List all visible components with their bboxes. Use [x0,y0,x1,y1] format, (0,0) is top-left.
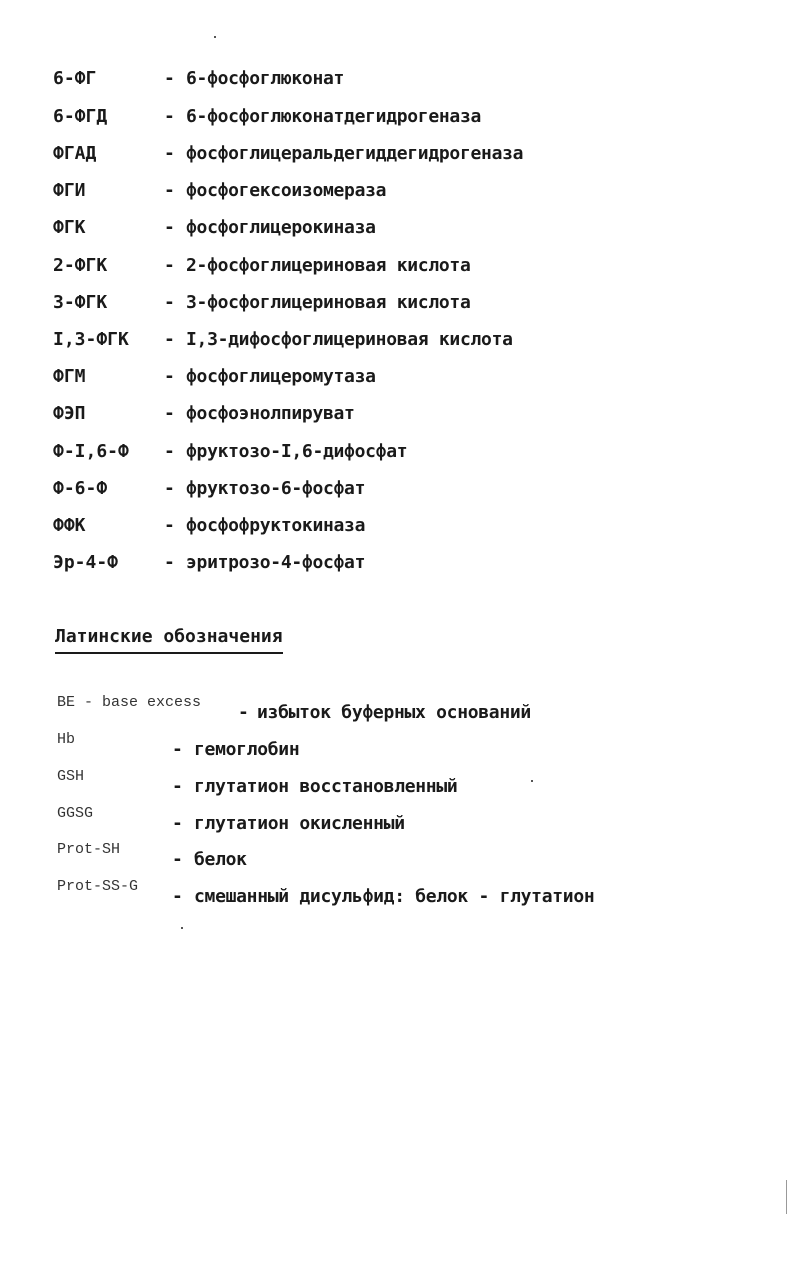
abbreviation-meaning: фруктозо-I,6-дифосфат [186,441,408,462]
separator-dash: - [164,68,175,89]
latin-abbreviation-row [0,803,760,839]
abbreviation: ФЭП [53,403,86,424]
scan-speck [531,780,533,782]
latin-abbreviation-row [0,876,760,912]
latin-abbreviation-meaning: белок [194,849,247,870]
latin-abbreviation-meaning: глутатион окисленный [194,813,405,834]
abbreviation-row [0,399,760,433]
abbreviation-row [0,288,760,322]
latin-abbreviation-meaning: избыток буферных оснований [257,702,531,723]
abbreviation-meaning: фосфогексоизомераза [186,180,387,201]
latin-abbreviation-meaning: глутатион восстановленный [194,776,458,797]
abbreviation-meaning: фосфоглицеромутаза [186,366,376,387]
abbreviation-meaning: фруктозо-6-фосфат [186,478,366,499]
abbreviation: 3-ФГК [53,292,108,313]
abbreviation-row [0,548,760,582]
abbreviation-row [0,213,760,247]
abbreviation: ФФК [53,515,86,536]
separator-dash: - [164,515,175,536]
scan-speck [214,36,216,38]
abbreviation-row [0,511,760,545]
abbreviation: Ф-I,6-Ф [53,441,129,462]
abbreviation-meaning: 2-фосфоглицериновая кислота [186,255,471,276]
latin-abbreviation: Prot-SH [57,841,121,858]
separator-dash: - [164,552,175,573]
abbreviation: 2-ФГК [53,255,108,276]
section-heading: Латинские обозначения [55,622,283,654]
separator-dash: - [164,255,175,276]
separator-dash: - [172,776,183,797]
abbreviation-meaning: фосфоэнолпируват [186,403,355,424]
abbreviation: ФГМ [53,366,86,387]
abbreviation-meaning: эритрозо-4-фосфат [186,552,366,573]
abbreviation: ФГК [53,217,86,238]
latin-abbreviation-row [0,692,760,728]
abbreviation-row [0,102,760,136]
latin-abbreviation-row [0,766,760,802]
separator-dash: - [238,702,249,723]
abbreviation-meaning: фосфоглицерокиназа [186,217,376,238]
abbreviation-row [0,176,760,210]
abbreviation-row [0,474,760,508]
abbreviation-row [0,251,760,285]
separator-dash: - [164,292,175,313]
separator-dash: - [164,106,175,127]
abbreviation-meaning: 6-фосфоглюконат [186,68,345,89]
separator-dash: - [172,739,183,760]
separator-dash: - [164,478,175,499]
abbreviation-meaning: фосфоглицеральдегиддегидрогеназа [186,143,524,164]
abbreviation: ФГАД [53,143,97,164]
latin-abbreviation: GGSG [57,805,94,822]
separator-dash: - [172,849,183,870]
latin-abbreviation-meaning: гемоглобин [194,739,300,760]
separator-dash: - [164,329,175,350]
separator-dash: - [172,886,183,907]
abbreviation: I,3-ФГК [53,329,129,350]
separator-dash: - [172,813,183,834]
latin-abbreviation: Prot-SS-G [57,878,139,895]
latin-abbreviation-meaning: смешанный дисульфид: белок - глутатион [194,886,595,907]
abbreviation-row [0,362,760,396]
separator-dash: - [164,403,175,424]
separator-dash: - [164,143,175,164]
separator-dash: - [164,366,175,387]
abbreviation: 6-ФГД [53,106,108,127]
separator-dash: - [164,441,175,462]
abbreviation-meaning: I,3-дифосфоглицериновая кислота [186,329,513,350]
abbreviation-row [0,437,760,471]
latin-abbreviation: Hb [57,731,76,748]
separator-dash: - [164,217,175,238]
latin-abbreviation: GSH [57,768,85,785]
abbreviation-row [0,325,760,359]
scan-speck [181,927,183,929]
latin-abbreviation: BE - base excess [57,694,202,711]
abbreviation-meaning: 6-фосфоглюконатдегидрогеназа [186,106,482,127]
abbreviation-row [0,64,760,98]
abbreviation: 6-ФГ [53,68,97,89]
abbreviation: Ф-6-Ф [53,478,108,499]
latin-abbreviation-row [0,729,760,765]
abbreviation-meaning: фосфофруктокиназа [186,515,366,536]
separator-dash: - [164,180,175,201]
abbreviation: Эр-4-Ф [53,552,119,573]
abbreviation: ФГИ [53,180,86,201]
latin-abbreviation-row [0,839,760,875]
abbreviation-row [0,139,760,173]
abbreviation-meaning: 3-фосфоглицериновая кислота [186,292,471,313]
scan-edge-line [786,1180,787,1214]
